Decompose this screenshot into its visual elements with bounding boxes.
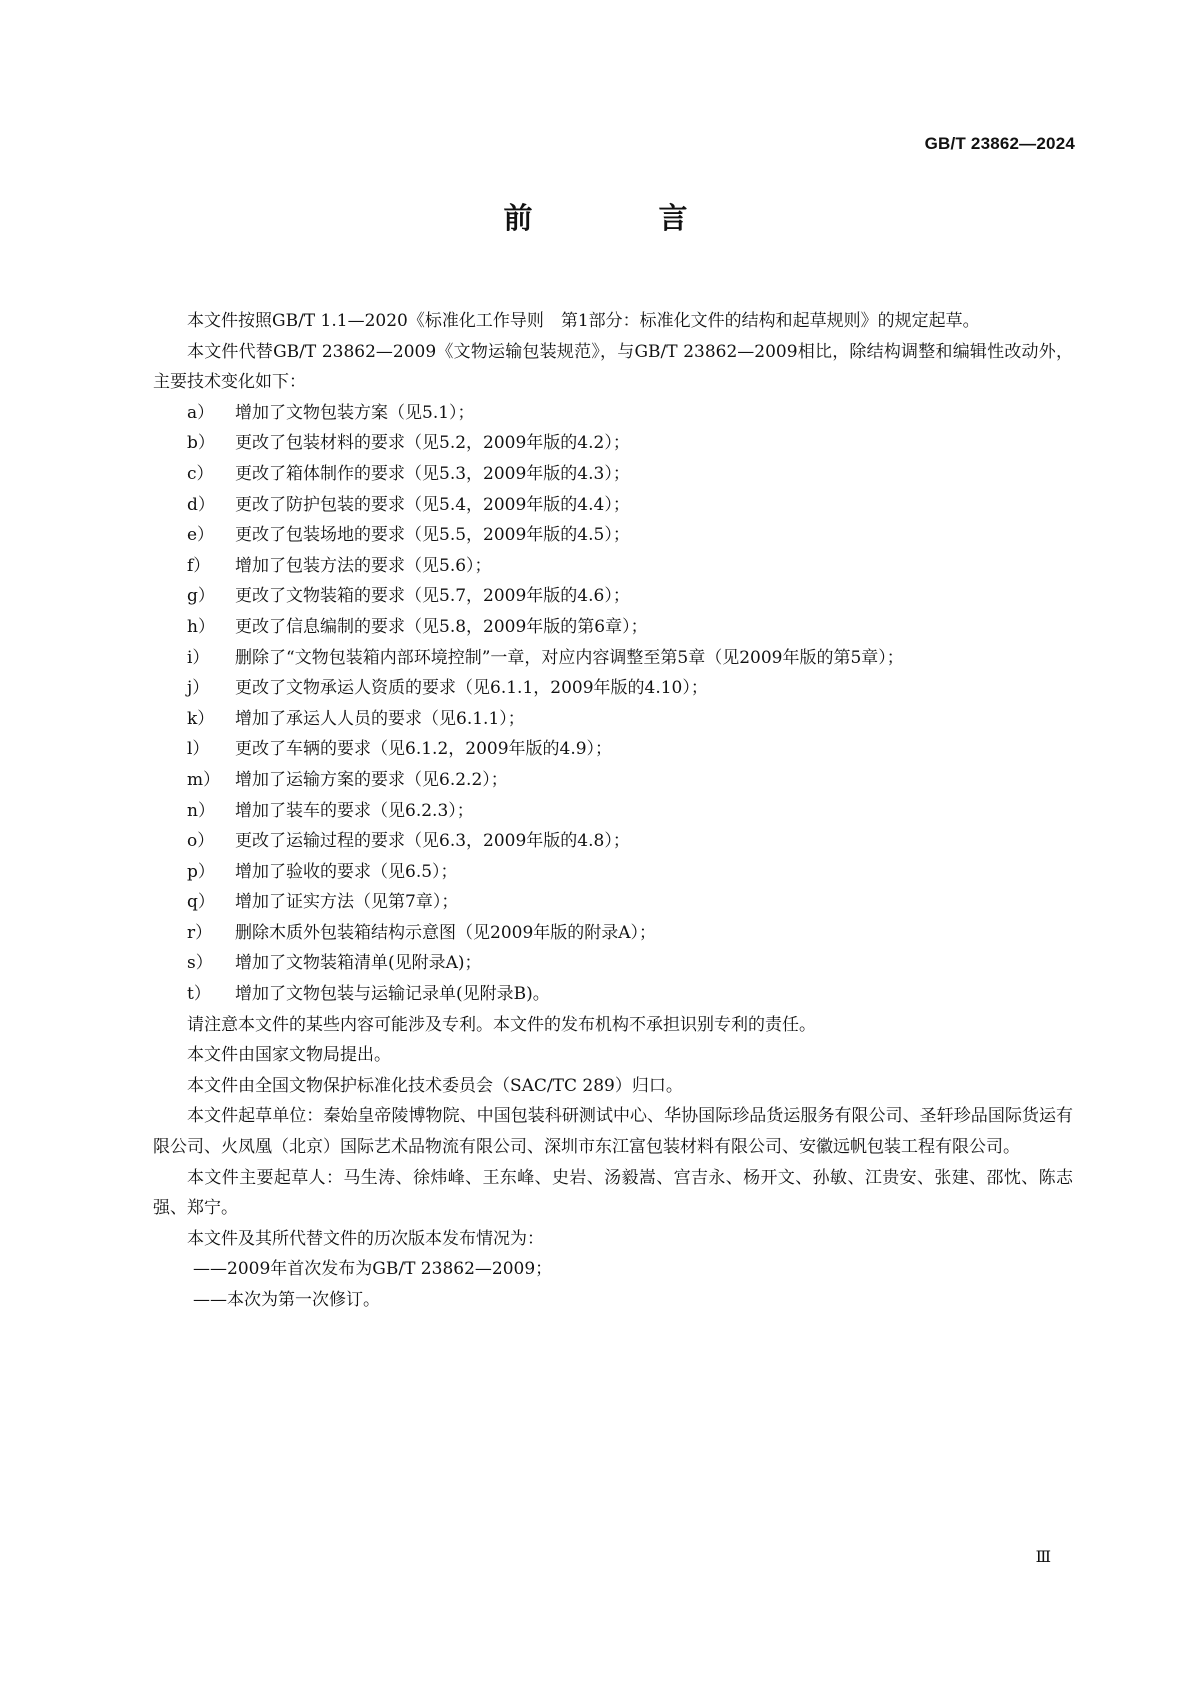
item-marker: c） <box>187 463 214 484</box>
list-item <box>153 826 1073 857</box>
item-marker: h） <box>187 616 215 637</box>
list-item <box>153 490 1073 521</box>
preface-body <box>153 306 1073 1316</box>
list-item <box>153 673 1073 704</box>
item-text: 更改了文物装箱的要求（见5.7，2009年版的4.6）； <box>235 586 630 607</box>
history-intro: 本文件及其所代替文件的历次版本发布情况为： <box>187 1228 544 1249</box>
item-marker: g） <box>187 586 215 607</box>
history-item: ——本次为第一次修订。 <box>193 1290 380 1310</box>
patent-notice: 请注意本文件的某些内容可能涉及专利。本文件的发布机构不承担识别专利的责任。 <box>187 1014 816 1035</box>
list-item <box>153 459 1073 490</box>
item-text: 更改了防护包装的要求（见5.4，2009年版的4.4）； <box>235 494 630 515</box>
item-text: 更改了箱体制作的要求（见5.3，2009年版的4.3）； <box>235 463 630 484</box>
item-text: 增加了文物包装与运输记录单(见附录B)。 <box>235 984 550 1005</box>
item-text: 删除了“文物包装箱内部环境控制”一章，对应内容调整至第5章（见2009年版的第5章）； <box>235 647 904 668</box>
item-marker: k） <box>187 708 215 729</box>
centralizer-statement: 本文件由全国文物保护标准化技术委员会（SAC/TC 289）归口。 <box>187 1075 683 1096</box>
list-item <box>153 796 1073 827</box>
list-item <box>153 643 1073 674</box>
list-item <box>153 428 1073 459</box>
list-item <box>153 551 1073 582</box>
item-marker: n） <box>187 800 215 821</box>
item-text: 更改了车辆的要求（见6.1.2，2009年版的4.9）； <box>235 739 613 760</box>
item-text: 更改了信息编制的要求（见5.8，2009年版的第6章）； <box>235 616 648 637</box>
item-text: 增加了验收的要求（见6.5）； <box>235 861 458 882</box>
drafting-rule-paragraph: 本文件按照GB/T 1.1—2020《标准化工作导则 第1部分：标准化文件的结构和起草规则》的规定起草。 <box>187 311 980 331</box>
item-marker: a） <box>187 402 215 423</box>
item-marker: l） <box>187 739 210 760</box>
item-text: 删除木质外包装箱结构示意图（见2009年版的附录A）； <box>235 922 657 943</box>
item-marker: f） <box>187 555 211 576</box>
item-text: 增加了装车的要求（见6.2.3）； <box>235 800 474 821</box>
item-marker: e） <box>187 525 215 546</box>
item-text: 更改了文物承运人资质的要求（见6.1.1，2009年版的4.10）； <box>235 678 708 699</box>
item-marker: s） <box>187 953 213 974</box>
drafters: 本文件主要起草人：马生涛、徐炜峰、王东峰、史岩、汤毅嵩、宫吉永、杨开文、孙敏、江贵安、张建、邵忱、陈志强、郑宁。 <box>153 1167 1073 1219</box>
item-marker: t） <box>187 984 211 1005</box>
item-text: 增加了运输方案的要求（见6.2.2）； <box>235 769 508 790</box>
item-text: 更改了包装材料的要求（见5.2，2009年版的4.2）； <box>235 433 630 454</box>
item-text: 增加了包装方法的要求（见5.6）； <box>235 555 492 576</box>
page-title: 前 言 <box>503 201 746 235</box>
item-text: 增加了文物装箱清单(见附录A)； <box>235 953 482 974</box>
item-marker: d） <box>187 494 215 515</box>
list-item <box>153 581 1073 612</box>
item-marker: p） <box>187 861 215 882</box>
item-text: 增加了文物包装方案（见5.1）； <box>235 402 475 423</box>
list-item <box>153 734 1073 765</box>
standard-code: GB/T 23862—2024 <box>924 134 1075 153</box>
page-number: Ⅲ <box>1035 1547 1051 1566</box>
list-item <box>153 398 1073 429</box>
list-item <box>153 948 1073 979</box>
item-text: 增加了证实方法（见第7章）； <box>235 892 459 913</box>
list-item <box>153 704 1073 735</box>
item-marker: m） <box>187 769 221 790</box>
list-item <box>153 765 1073 796</box>
technical-changes-list <box>153 398 1073 1010</box>
history-item: ——2009年首次发布为GB/T 23862—2009； <box>193 1259 553 1280</box>
drafting-units: 本文件起草单位：秦始皇帝陵博物院、中国包装科研测试中心、华协国际珍品货运服务有限公司、圣轩珍品国际货运有限公司、火凤凰（北京）国际艺术品物流有限公司、深圳市东江富包装材料有限公司、安徽远帆包装工程有限公司。 <box>153 1106 1073 1158</box>
item-text: 增加了承运人人员的要求（见6.1.1）； <box>235 708 525 729</box>
proposer-statement: 本文件由国家文物局提出。 <box>187 1045 391 1066</box>
item-marker: r） <box>187 922 213 943</box>
item-marker: b） <box>187 433 215 454</box>
list-item <box>153 520 1073 551</box>
item-text: 更改了包装场地的要求（见5.5，2009年版的4.5）； <box>235 525 630 546</box>
list-item <box>153 979 1073 1010</box>
item-marker: o） <box>187 831 215 852</box>
list-item <box>153 612 1073 643</box>
item-marker: q） <box>187 892 215 913</box>
item-marker: i） <box>187 647 210 668</box>
list-item <box>153 887 1073 918</box>
replacement-paragraph: 本文件代替GB/T 23862—2009《文物运输包装规范》，与GB/T 23862—2009相比，除结构调整和编辑性改动外，主要技术变化如下： <box>153 341 1073 393</box>
item-marker: j） <box>187 678 210 699</box>
item-text: 更改了运输过程的要求（见6.3，2009年版的4.8）； <box>235 831 630 852</box>
list-item <box>153 918 1073 949</box>
list-item <box>153 857 1073 888</box>
